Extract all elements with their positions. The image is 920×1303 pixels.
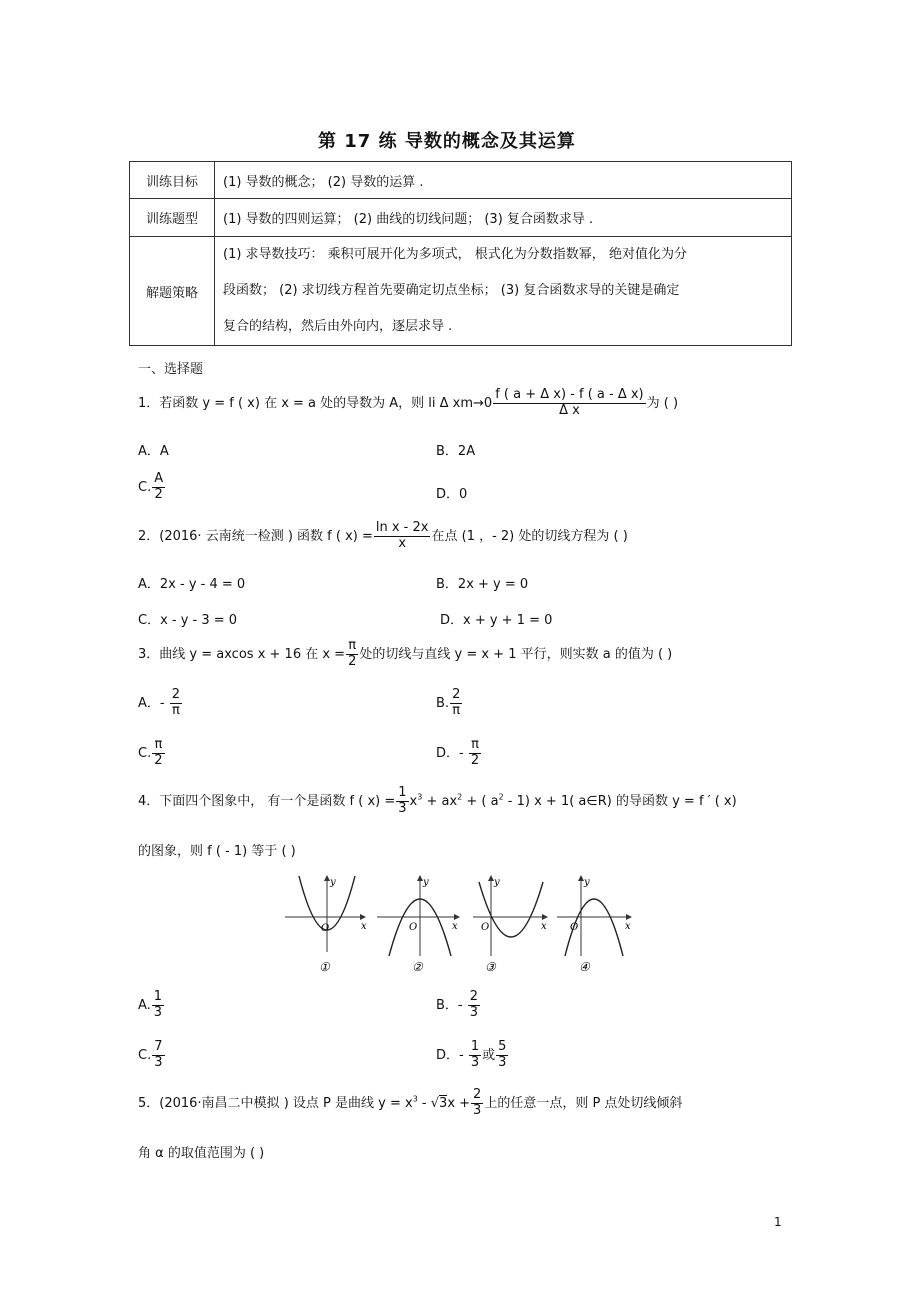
q1-fraction (493, 388, 645, 419)
table-row (130, 162, 792, 199)
option-d: D．x + y + 1 = 0 (440, 613, 553, 628)
option-b: B．2A (436, 444, 476, 459)
option-a: A．A (138, 444, 169, 459)
option-fraction (152, 1040, 164, 1071)
graph-label: ① (319, 960, 330, 974)
row-content: (1) 导数的四则运算； (2) 曲线的切线问题； (3) 复合函数求导 . (215, 199, 792, 237)
q4-fraction (396, 786, 408, 817)
option-prefix: A．- (138, 695, 165, 711)
y-axis-label: y (423, 877, 429, 888)
graph-4 (557, 876, 631, 974)
graph-2 (377, 876, 459, 974)
option-fraction (469, 738, 481, 769)
q4-term: + ax (422, 793, 458, 809)
fraction-denominator: 3 (473, 1102, 482, 1118)
fraction-numerator: 2 (469, 989, 479, 1004)
option-a (138, 990, 165, 1021)
option-prefix: C. (138, 1047, 152, 1063)
option-fraction (152, 990, 164, 1021)
sqrt-argument: 3 (439, 1095, 448, 1111)
fraction-denominator: 2 (154, 486, 163, 502)
q3-stem-end: 处的切线与直线 y = x + 1 平行，则实数 a 的值为 ( ) (359, 646, 673, 662)
y-axis-label: y (330, 877, 336, 888)
option-prefix: A. (138, 997, 151, 1013)
origin-label: O (481, 922, 490, 933)
fraction-numerator: 2 (452, 687, 461, 702)
x-axis-label: x (452, 921, 458, 932)
q3-fraction (346, 639, 358, 670)
option-prefix: D．- (436, 745, 464, 761)
x-axis-label: x (541, 921, 547, 932)
option-fraction (152, 738, 164, 769)
fraction-numerator: π (469, 738, 481, 754)
y-axis-label: y (584, 877, 590, 888)
info-table (129, 161, 792, 346)
option-prefix: C. (138, 479, 152, 495)
q4-graphs (285, 872, 635, 976)
table-row (130, 199, 792, 237)
question-3 (138, 639, 672, 670)
x-axis-label: x (361, 921, 367, 932)
fraction-numerator: ln x - 2x (375, 520, 429, 535)
option-d (436, 738, 482, 769)
y-axis-label: y (494, 877, 500, 888)
question-5 (138, 1088, 682, 1119)
option-d (436, 1040, 509, 1071)
option-b (436, 990, 481, 1021)
table-row (130, 237, 792, 346)
q5-fraction (471, 1088, 483, 1119)
fraction-denominator: 3 (398, 800, 407, 816)
exponent: 2 (498, 792, 504, 802)
fraction-denominator: x (398, 535, 407, 551)
option-b: B．2x + y = 0 (436, 577, 529, 592)
fraction-numerator: 7 (154, 1039, 163, 1054)
section-heading: 一、选择题 (138, 362, 204, 377)
graph-label: ④ (579, 960, 590, 974)
q1-stem-end: 为 ( ) (646, 395, 679, 411)
sqrt-symbol: √ (430, 1095, 440, 1111)
option-prefix: D．- (436, 1047, 464, 1063)
option-or: 或 (482, 1047, 496, 1063)
fraction-denominator: 3 (470, 1054, 480, 1070)
row-content: (1) 导数的概念； (2) 导数的运算 . (215, 162, 792, 199)
fraction-denominator: 3 (469, 1004, 479, 1020)
fraction-numerator: f ( a + Δ x) - f ( a - Δ x) (495, 387, 644, 402)
exponent: 3 (412, 1094, 418, 1104)
exponent: 2 (457, 792, 463, 802)
q5-stem-end: 上的任意一点，则 P 点处切线倾斜 (484, 1095, 683, 1111)
fraction-denominator: 2 (348, 653, 357, 669)
option-fraction (468, 990, 480, 1021)
q2-fraction (374, 521, 431, 552)
graph-1 (285, 876, 367, 974)
x-axis-label: x (625, 921, 631, 932)
option-prefix: B．- (436, 997, 463, 1013)
origin-label: O (321, 923, 330, 934)
fraction-numerator: 2 (171, 687, 181, 702)
option-c: C．x - y - 3 = 0 (138, 613, 238, 628)
fraction-numerator: π (152, 738, 164, 754)
exponent: 3 (417, 792, 423, 802)
q5-term: x + (447, 1095, 471, 1111)
fraction-numerator: 1 (153, 989, 163, 1004)
option-a: A．2x - y - 4 = 0 (138, 577, 246, 592)
q4-line-2: 的图象，则 f ( - 1) 等于 ( ) (138, 844, 296, 859)
q2-stem-end: 在点 (1 ，- 2) 处的切线方程为 ( ) (431, 528, 628, 544)
row-label: 训练题型 (130, 199, 215, 237)
fraction-denominator: 2 (154, 752, 163, 768)
option-b (436, 688, 463, 719)
fraction-numerator: 5 (498, 1039, 507, 1054)
option-d: D．0 (436, 487, 468, 502)
fraction-denominator: π (452, 702, 461, 718)
q4-stem-end: - 1) x + 1( a∈R) 的导函数 y = f ′ ( x) (503, 793, 737, 809)
q3-stem: 3．曲线 y = axcos x + 16 在 x = (138, 646, 346, 662)
fraction-denominator: 3 (498, 1054, 507, 1070)
question-2 (138, 521, 628, 552)
q5-stem: 5．(2016·南昌二中模拟 ) 设点 P 是曲线 y = x (138, 1095, 413, 1111)
fraction-denominator: Δ x (559, 402, 580, 418)
q1-stem: 1．若函数 y = f ( x) 在 x = a 处的导数为 A，则 li Δ xm→0 (138, 395, 493, 411)
fraction-denominator: 3 (154, 1054, 163, 1070)
graph-3 (473, 876, 547, 974)
option-a (138, 688, 183, 719)
graph-label: ③ (485, 960, 496, 974)
option-fraction (469, 1040, 481, 1071)
page-number: 1 (774, 1215, 782, 1229)
option-fraction (496, 1040, 508, 1071)
q4-term: + ( a (462, 793, 499, 809)
fraction-numerator: π (346, 639, 358, 655)
option-fraction (170, 688, 182, 719)
option-prefix: C. (138, 745, 152, 761)
fraction-denominator: 2 (470, 752, 480, 768)
page-title: 第 17 练 导数的概念及其运算 (318, 131, 576, 152)
option-c (138, 1040, 166, 1071)
q4-var: x (409, 793, 418, 809)
graph-label: ② (412, 960, 423, 974)
question-4 (138, 786, 737, 817)
strategy-line: 段函数； (2) 求切线方程首先要确定切点坐标； (3) 复合函数求导的关键是确定 (223, 283, 680, 298)
fraction-denominator: 3 (153, 1004, 163, 1020)
strategy-line: (1) 求导数技巧： 乘积可展开化为多项式， 根式化为分数指数幂， 绝对值化为分 (223, 247, 687, 262)
q5-term: - (417, 1095, 431, 1111)
fraction-numerator: 2 (473, 1087, 482, 1102)
question-1 (138, 388, 678, 419)
option-c (138, 738, 166, 769)
row-label: 训练目标 (130, 162, 215, 199)
fraction-denominator: π (171, 702, 180, 718)
q4-stem: 4．下面四个图象中， 有一个是函数 f ( x) = (138, 793, 396, 809)
fraction-numerator: A (154, 471, 164, 486)
strategy-line: 复合的结构，然后由外向内，逐层求导 . (223, 319, 453, 334)
option-fraction (450, 688, 462, 719)
row-label: 解题策略 (130, 237, 215, 346)
q2-stem: 2．(2016· 云南统一检测 ) 函数 f ( x) = (138, 528, 373, 544)
fraction-numerator: 1 (470, 1039, 480, 1054)
row-content (215, 237, 792, 346)
origin-label: O (409, 922, 418, 933)
q5-line-2: 角 α 的取值范围为 ( ) (138, 1146, 265, 1161)
option-c (138, 472, 166, 503)
origin-label: O (570, 922, 579, 933)
option-fraction (152, 472, 165, 503)
option-prefix: B. (436, 695, 450, 711)
fraction-numerator: 1 (398, 785, 407, 800)
